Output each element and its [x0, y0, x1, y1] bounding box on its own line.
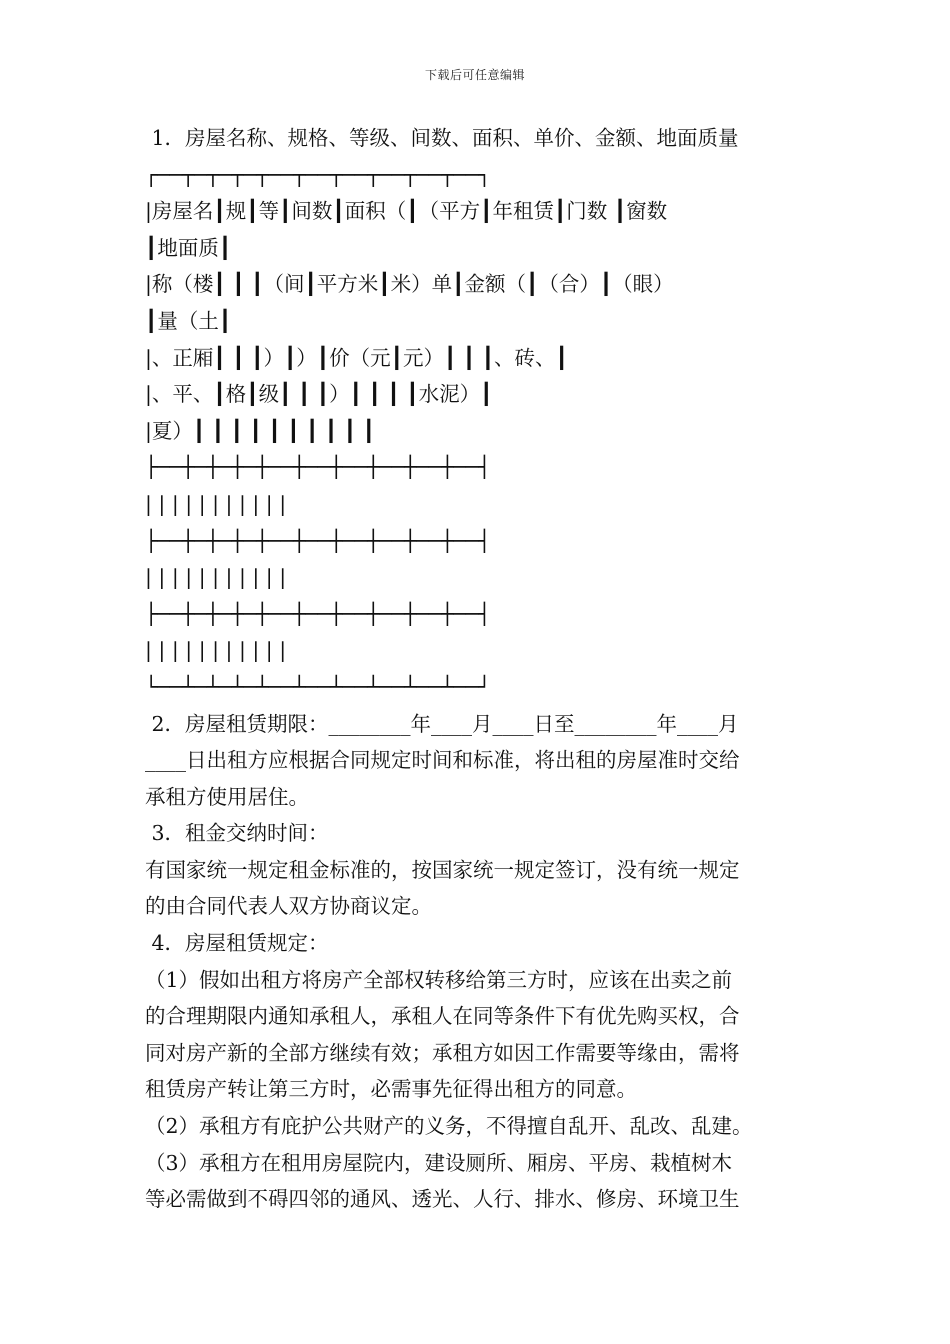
section-4-heading: 4．房屋租赁规定： — [145, 931, 329, 956]
clause-1-text: 的合理期限内通知承租人，承租人在同等条件下有优先购买权，合 — [145, 1004, 740, 1029]
section-2-text: 承租方使用居住。 — [145, 784, 309, 809]
table-header-row-2-cont: ┃量（土┃ — [145, 308, 232, 333]
table-header-row-2: |称（楼┃ ┃ ┃（间┃平方米┃米）单┃金额（┃（合）┃（眼） — [145, 272, 674, 297]
table-header-row-3: |、正厢┃ ┃ ┃）┃）┃价（元┃元）┃ ┃ ┃、砖、┃ — [145, 345, 568, 370]
clause-1-text: 同对房产新的全部方继续有效；承租方如因工作需要等缘由，需将 — [145, 1040, 740, 1065]
table-header-row-4: |、平、┃格┃级┃ ┃ ┃）┃ ┃ ┃ ┃水泥）┃ — [145, 382, 493, 407]
document-body — [145, 120, 813, 1218]
clause-1-text: 租赁房产转让第三方时，必需事先征得出租方的同意。 — [145, 1077, 637, 1102]
clause-1-text: （1）假如出租方将房产全部权转移给第三方时，应该在出卖之前 — [145, 967, 733, 992]
clause-3-text: 等必需做到不碍四邻的通风、透光、人行、排水、修房、环境卫生 — [145, 1187, 740, 1212]
table-row: | | | | | | | | | | | — [145, 638, 287, 663]
section-2-text: ____日出租方应根据合同规定时间和标准，将出租的房屋准时交给 — [145, 748, 740, 773]
page-header-note: 下载后可任意编辑 — [424, 68, 525, 82]
table-border-top: ┌──┬─┬─┬─┬──┬──┬──┬──┬──┬──┐ — [145, 162, 491, 187]
clause-2-text: （2）承租方有庇护公共财产的义务，不得擅自乱开、乱改、乱建。 — [145, 1114, 753, 1139]
section-3-text: 的由合同代表人双方协商议定。 — [145, 894, 432, 919]
table-row: | | | | | | | | | | | — [145, 491, 287, 516]
table-header-row-1-cont: ┃地面质┃ — [145, 235, 232, 260]
table-divider: ├──┼─┼─┼─┼──┼──┼──┼──┼──┼──┤ — [145, 528, 491, 553]
table-header-row-1: |房屋名┃规┃等┃间数┃面积（┃（平方┃年租赁┃门数 ┃窗数 — [145, 199, 668, 224]
section-3-heading: 3．租金交纳时间： — [145, 821, 329, 846]
table-row: | | | | | | | | | | | — [145, 565, 287, 590]
section-1-heading: 1．房屋名称、规格、等级、间数、面积、单价、金额、地面质量 — [145, 126, 739, 150]
table-header-row-5: |夏）┃ ┃ ┃ ┃ ┃ ┃ ┃ ┃ ┃ ┃ — [145, 418, 375, 443]
section-2-heading: 2．房屋租赁期限：________年____月____日至________年____月 — [145, 711, 739, 736]
table-divider: ├──┼─┼─┼─┼──┼──┼──┼──┼──┼──┤ — [145, 601, 491, 626]
section-3-text: 有国家统一规定租金标准的，按国家统一规定签订，没有统一规定 — [145, 857, 740, 882]
clause-3-text: （3）承租方在租用房屋院内，建设厕所、厢房、平房、栽植树木 — [145, 1150, 733, 1175]
table-divider: ├──┼─┼─┼─┼──┼──┼──┼──┼──┼──┤ — [145, 455, 491, 480]
table-border-bottom: └──┴─┴─┴─┴──┴──┴──┴──┴──┴──┘ — [145, 674, 491, 699]
